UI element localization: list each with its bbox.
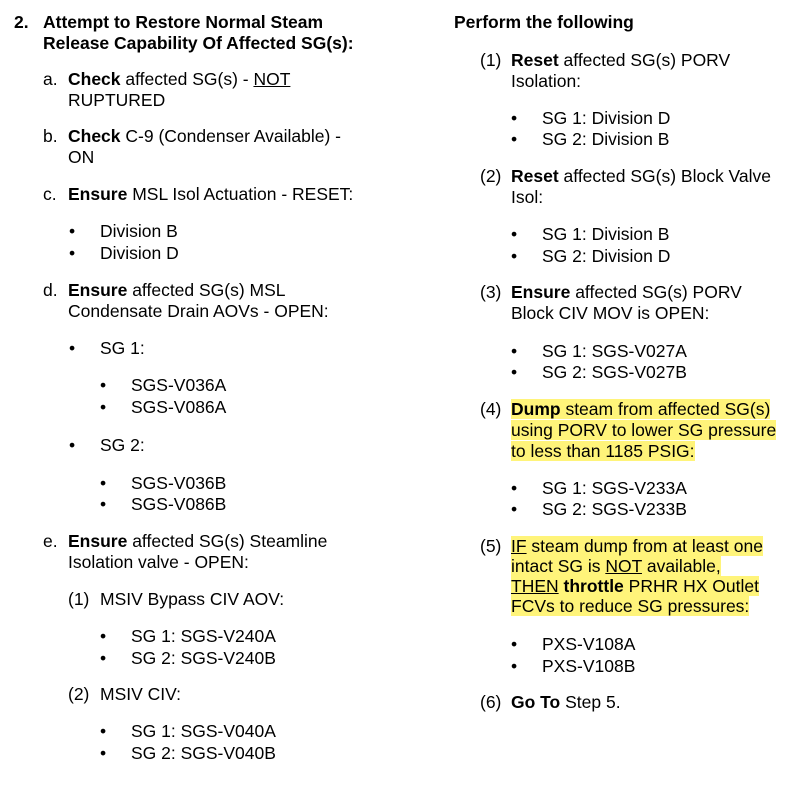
substep-e2-number: (2) — [68, 684, 90, 704]
substep-a-line1: Check affected SG(s) - NOT — [68, 69, 291, 89]
list-item: • SG 1: SGS-V240A — [131, 626, 276, 647]
list-item: • SG 2: SGS-V240B — [131, 648, 276, 669]
action-1-line1: Reset affected SG(s) PORV — [511, 50, 731, 70]
list-item: • SGS-V036A — [131, 375, 226, 396]
action-2-line1: Reset affected SG(s) Block Valve — [511, 166, 772, 186]
list-item: • SG 1: Division B — [542, 224, 669, 245]
action-5-line1: IF steam dump from at least one — [511, 536, 763, 556]
list-item: • PXS-V108B — [542, 656, 635, 677]
list-item: • SG 1: Division D — [542, 108, 670, 129]
action-1-line2: Isolation: — [511, 71, 582, 91]
action-6-line1: Go To Step 5. — [511, 692, 621, 712]
substep-b-line1: Check C-9 (Condenser Available) - — [68, 126, 342, 146]
substep-e1-text: MSIV Bypass CIV AOV: — [100, 589, 285, 609]
action-5-number: (5) — [480, 536, 502, 556]
list-item: • SG 2: SGS-V027B — [542, 362, 687, 383]
substep-d-line2: Condensate Drain AOVs - OPEN: — [68, 301, 329, 321]
list-item: • PXS-V108A — [542, 634, 635, 655]
action-3-line1: Ensure affected SG(s) PORV — [511, 282, 742, 302]
action-4-line1: Dump steam from affected SG(s) — [511, 399, 771, 419]
list-item: • SGS-V036B — [131, 473, 226, 494]
action-3-number: (3) — [480, 282, 502, 302]
list-item: • SG 2: Division D — [542, 246, 670, 267]
list-item: • Division D — [100, 243, 179, 264]
list-item: • SG 1: SGS-V027A — [542, 341, 687, 362]
list-item: • SG 1: — [100, 338, 145, 359]
substep-e-line1: Ensure affected SG(s) Steamline — [68, 531, 328, 551]
substep-c-line1: Ensure MSL Isol Actuation - RESET: — [68, 184, 354, 204]
substep-c-label: c. — [43, 184, 57, 204]
substep-b-line2: ON — [68, 147, 95, 167]
step-title-line2: Release Capability Of Affected SG(s): — [43, 33, 354, 53]
action-1-number: (1) — [480, 50, 502, 70]
substep-e-line2: Isolation valve - OPEN: — [68, 552, 249, 572]
perform-header: Perform the following — [454, 12, 634, 32]
substep-d-line1: Ensure affected SG(s) MSL — [68, 280, 286, 300]
list-item: • SGS-V086B — [131, 494, 226, 515]
substep-a-line2: RUPTURED — [68, 90, 166, 110]
list-item: • SG 2: — [100, 435, 145, 456]
substep-b-label: b. — [43, 126, 58, 146]
list-item: • SG 1: SGS-V040A — [131, 721, 276, 742]
action-6-number: (6) — [480, 692, 502, 712]
substep-e1-number: (1) — [68, 589, 90, 609]
action-3-line2: Block CIV MOV is OPEN: — [511, 303, 710, 323]
action-4-number: (4) — [480, 399, 502, 419]
list-item: • Division B — [100, 221, 178, 242]
list-item: • SG 2: SGS-V040B — [131, 743, 276, 764]
step-number: 2. — [14, 12, 29, 32]
substep-e-label: e. — [43, 531, 58, 551]
list-item: • SG 1: SGS-V233A — [542, 478, 687, 499]
action-4-line2: using PORV to lower SG pressure — [511, 420, 777, 440]
action-5-line2: intact SG is NOT available, — [511, 556, 721, 576]
action-2-number: (2) — [480, 166, 502, 186]
list-item: • SG 2: Division B — [542, 129, 669, 150]
action-5-line4: FCVs to reduce SG pressures: — [511, 596, 750, 616]
action-2-line2: Isol: — [511, 187, 544, 207]
action-5-line3: THEN throttle PRHR HX Outlet — [511, 576, 759, 596]
list-item: • SGS-V086A — [131, 397, 226, 418]
list-item: • SG 2: SGS-V233B — [542, 499, 687, 520]
substep-e2-text: MSIV CIV: — [100, 684, 182, 704]
step-title-line1: Attempt to Restore Normal Steam — [43, 12, 324, 32]
substep-a-label: a. — [43, 69, 58, 89]
action-4-line3: to less than 1185 PSIG: — [511, 441, 695, 461]
substep-d-label: d. — [43, 280, 58, 300]
